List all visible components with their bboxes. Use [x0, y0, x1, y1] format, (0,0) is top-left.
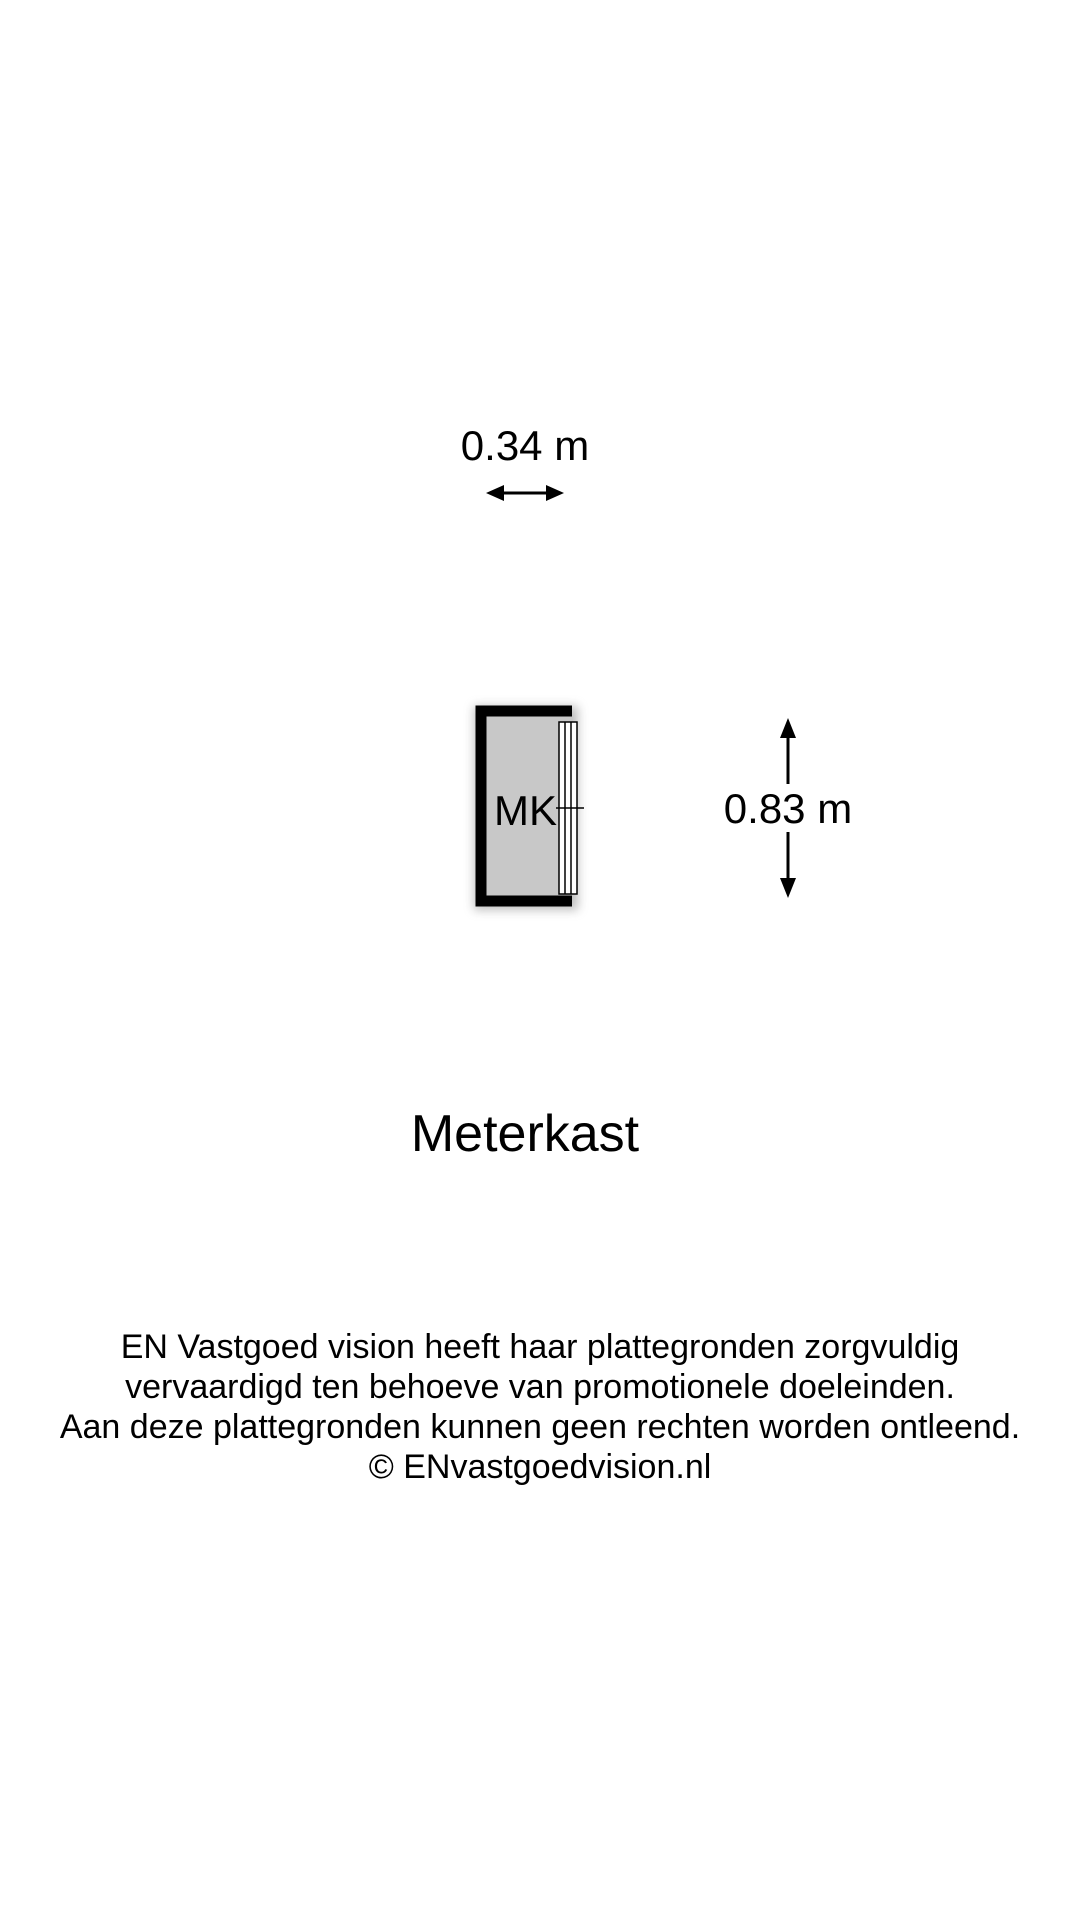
door-frame [556, 722, 584, 894]
disclaimer-line: Aan deze plattegronden kunnen geen rechten worden ontleend. [59, 1408, 1021, 1446]
disclaimer [0, 1327, 1080, 1487]
width-dimension [461, 422, 589, 501]
copyright-line: © ENvastgoedvision.nl [368, 1448, 712, 1486]
room-name-title: Meterkast [410, 1105, 640, 1163]
room-meterkast [474, 706, 584, 910]
height-dimension-label: 0.83 m [723, 785, 853, 832]
width-dimension-label: 0.34 m [460, 422, 590, 469]
disclaimer-line: EN Vastgoed vision heeft haar plattegronden zorgvuldig [120, 1328, 960, 1366]
width-dimension-arrow [486, 485, 564, 501]
room-label: MK [494, 787, 557, 834]
height-dimension [724, 718, 852, 898]
disclaimer-line: vervaardigd ten behoeve van promotionele doeleinden. [125, 1368, 955, 1406]
